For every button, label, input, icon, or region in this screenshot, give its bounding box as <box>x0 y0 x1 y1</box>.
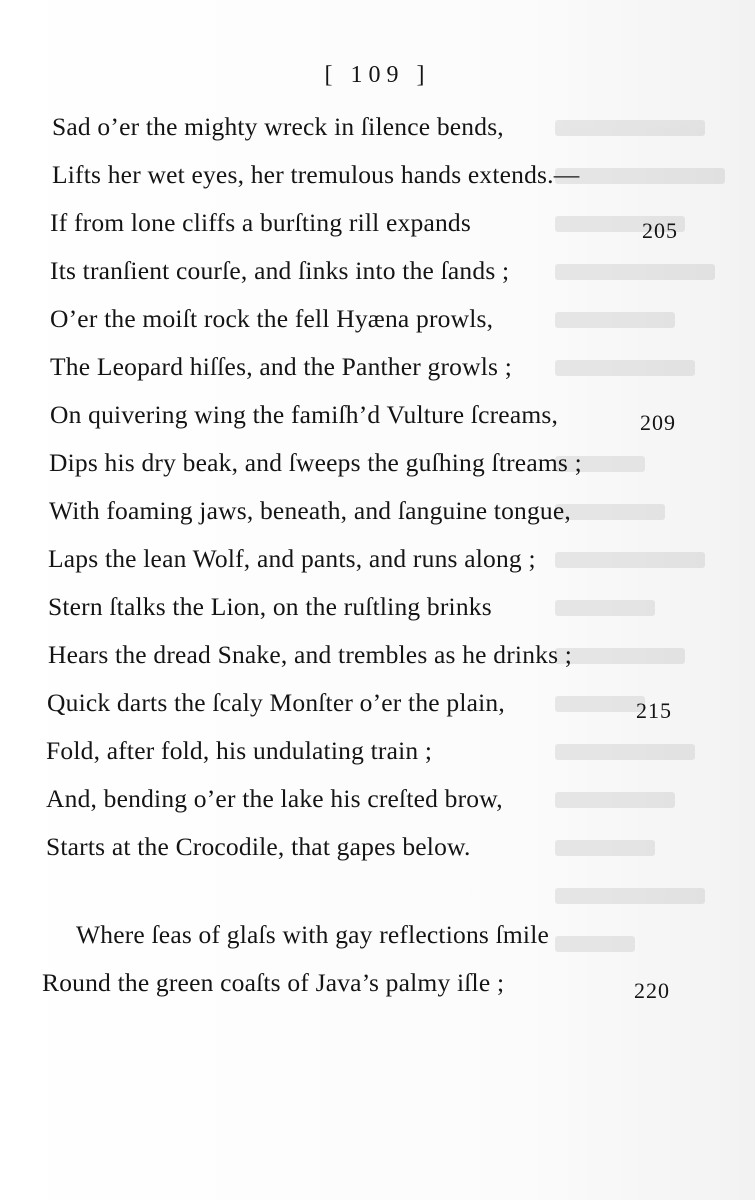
page-number: [ 109 ] <box>324 62 431 88</box>
line-number: 220 <box>634 978 670 1003</box>
verse-line: Hears the dread Snake, and trembles as he drinks ; <box>48 640 573 669</box>
verse-line: Quick darts the ſcaly Monſter o’er the plain, <box>47 688 505 717</box>
verse-line: Laps the lean Wolf, and pants, and runs along ; <box>48 544 536 573</box>
verse-line: Fold, after fold, his undulating train ; <box>46 736 433 765</box>
verse-line: The Leopard hiſſes, and the Panther growls ; <box>50 352 513 381</box>
verse-line: Lifts her wet eyes, her tremulous hands extends.— <box>52 160 580 189</box>
verse-line: Where ſeas of glaſs with gay reflections ſmile <box>76 920 549 949</box>
line-number: 209 <box>640 410 676 435</box>
verse-line: Starts at the Crocodile, that gapes below. <box>46 832 471 861</box>
verse-line: O’er the moiſt rock the fell Hyæna prowls, <box>50 304 494 333</box>
verse-line: Dips his dry beak, and ſweeps the guſhing ſtreams ; <box>49 448 582 477</box>
verse-line: Sad o’er the mighty wreck in ſilence bends, <box>52 112 504 141</box>
verse-line: Stern ſtalks the Lion, on the ruſtling brinks <box>48 592 492 621</box>
verse-line: Round the green coaſts of Java’s palmy iſle ; <box>42 968 505 997</box>
verse-line: On quivering wing the famiſh’d Vulture ſcreams, <box>50 400 559 429</box>
verse-line: With foaming jaws, beneath, and ſanguine tongue, <box>49 496 571 525</box>
line-number: 205 <box>642 218 678 243</box>
verse-line: Its tranſient courſe, and ſinks into the ſands ; <box>50 256 510 285</box>
verse-line: And, bending o’er the lake his creſted brow, <box>46 784 503 813</box>
line-number: 215 <box>636 698 672 723</box>
verse-line: If from lone cliffs a burſting rill expands <box>50 208 471 237</box>
